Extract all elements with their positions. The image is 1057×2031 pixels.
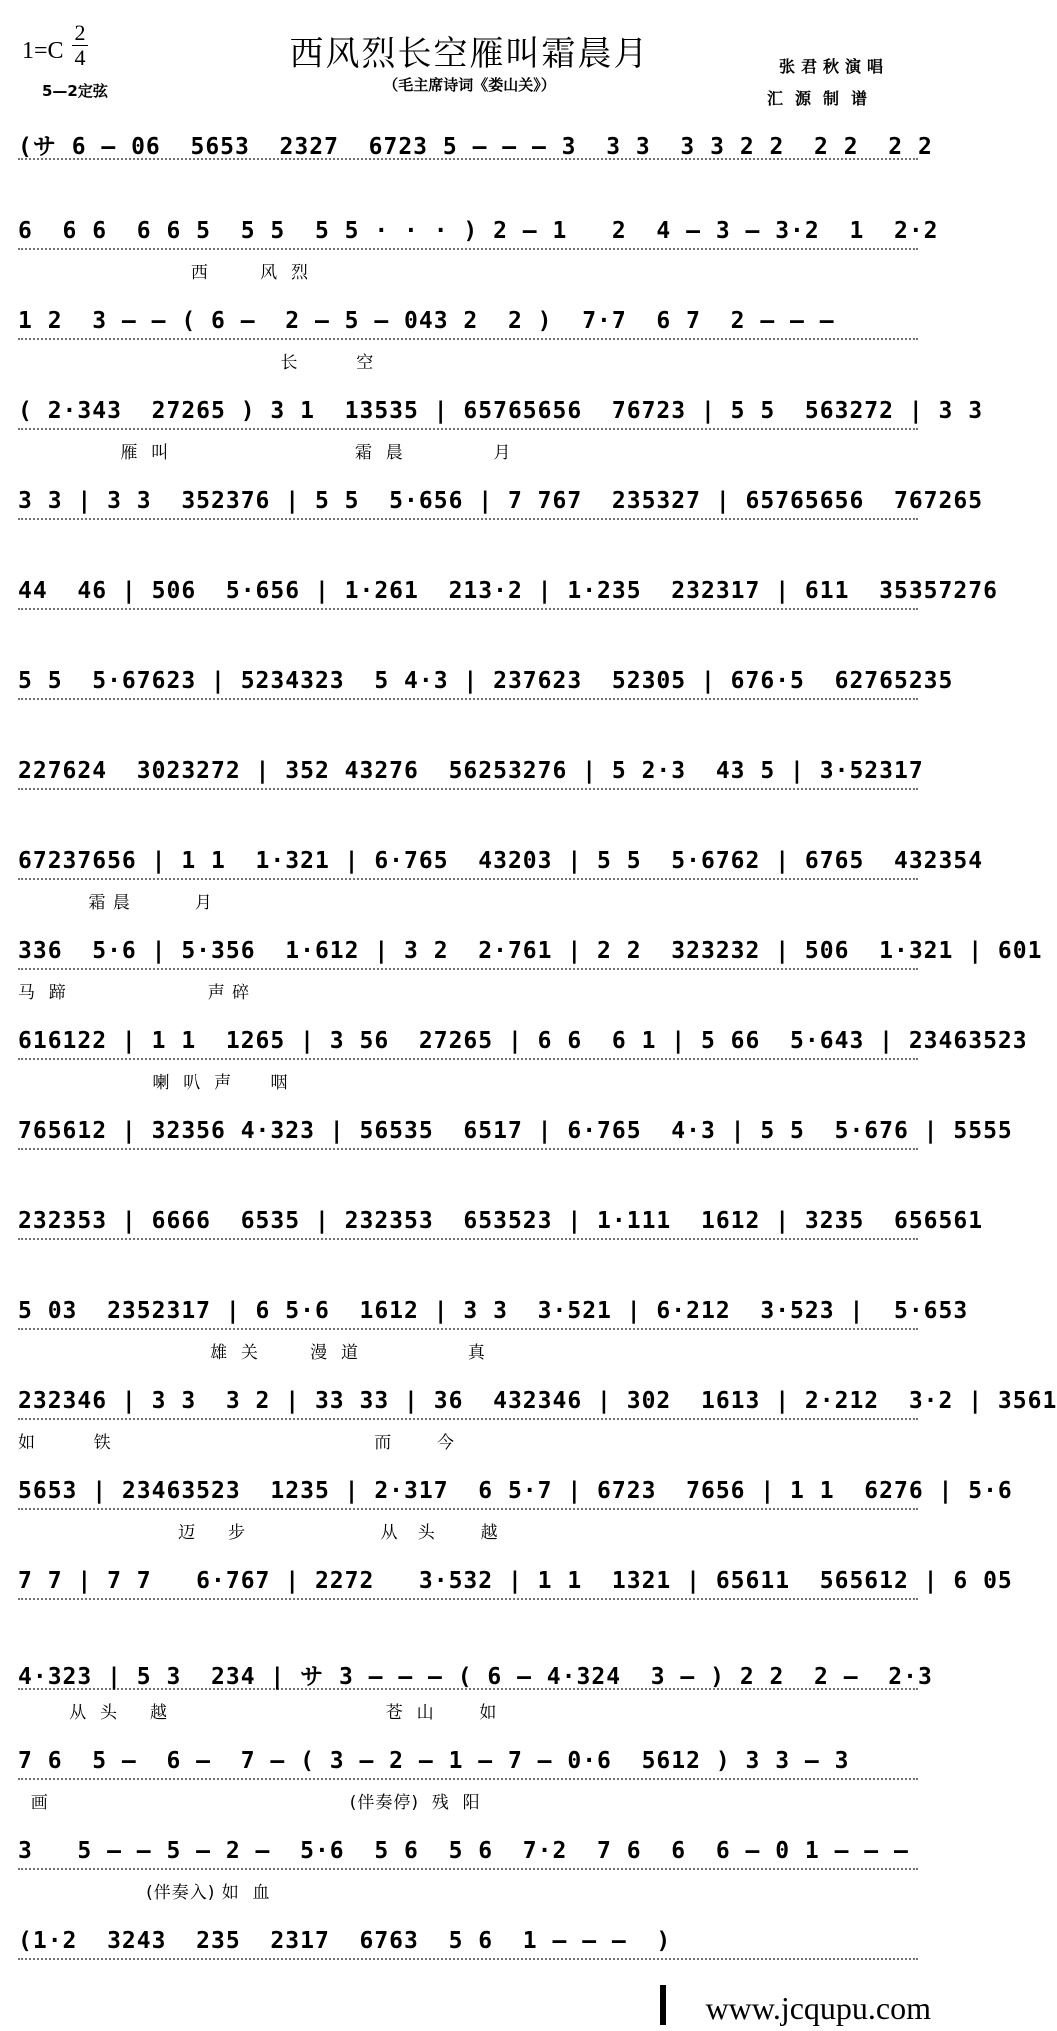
staff-row [18, 110, 933, 198]
notation-line: 5653 | 23463523 1235 | 2·317 6 5·7 | 6723 7656 | 1 1 6276 | 5·6 [18, 1478, 1013, 1504]
beam-line [18, 788, 918, 791]
lyrics-line: 喇 叭 声 咽 [18, 1073, 289, 1093]
beam-line [18, 428, 918, 431]
beam-line [18, 1328, 918, 1331]
notation-line: 7 7 | 7 7 6·767 | 2272 3·532 | 1 1 1321 | 65611 565612 | 6 05 [18, 1568, 1013, 1594]
lyrics-line [18, 1248, 918, 1272]
staff-row [18, 1820, 918, 1908]
lyrics-line: 如 铁 而 今 [18, 1433, 456, 1453]
notation-line: ( 2·343 27265 ) 3 1 13535 | 65765656 76723 | 5 5 563272 | 3 3 [18, 398, 984, 424]
beam-line [18, 878, 918, 881]
notation-line: 336 5·6 | 5·356 1·612 | 3 2 2·761 | 2 2 323232 | 506 1·321 | 601 [18, 938, 1043, 964]
tuning-note: 5—2定弦 [42, 82, 108, 100]
notation-line: 6 6 6 6 6 5 5 5 5 5 · · · ) 2 – 1 2 4 – 3 – 3·2 1 2·2 [18, 218, 939, 244]
lyrics-line: 雄 关 漫 道 真 [18, 1343, 486, 1363]
staff-row [18, 920, 1043, 1008]
beam-line [18, 1418, 918, 1421]
staff-row [18, 200, 939, 288]
staff-row [18, 1280, 969, 1368]
lyrics-line [18, 1158, 918, 1182]
beam-line [18, 1598, 918, 1601]
beam-line [18, 1148, 918, 1151]
lyrics-line [18, 1968, 918, 1992]
staff-row [18, 470, 984, 558]
beam-line [18, 608, 918, 611]
lyrics-line: (伴奏入) 如 血 [18, 1883, 271, 1903]
notation-line: 616122 | 1 1 1265 | 3 56 27265 | 6 6 6 1 | 5 66 5·643 | 23463523 [18, 1028, 1028, 1054]
notation-line: 227624 3023272 | 352 43276 56253276 | 5 2·3 43 5 | 3·52317 [18, 758, 924, 784]
staff-row [18, 740, 924, 828]
notation-line: 3 5 – – 5 – 2 – 5·6 5 6 5 6 7·2 7 6 6 6 – 0 1 – – – [18, 1838, 909, 1864]
lyrics-line [18, 1608, 918, 1632]
lyrics-line [18, 528, 918, 552]
notation-line: 5 03 2352317 | 6 5·6 1612 | 3 3 3·521 | 6·212 3·523 | 5·653 [18, 1298, 969, 1324]
staff-row [18, 830, 984, 918]
lyrics-line: 长 空 [18, 353, 375, 373]
beam-line [18, 1508, 918, 1511]
beam-line [18, 1058, 918, 1061]
staff-row [18, 380, 984, 468]
staff-row [18, 1370, 1057, 1458]
notation-line: 67237656 | 1 1 1·321 | 6·765 43203 | 5 5 5·6762 | 6765 432354 [18, 848, 984, 874]
notation-line: 232353 | 6666 6535 | 232353 653523 | 1·111 1612 | 3235 656561 [18, 1208, 984, 1234]
beam-line [18, 698, 918, 701]
staff-row [18, 1460, 1013, 1548]
staff-row [18, 1100, 1013, 1188]
arranger-credit: 汇源制谱 [766, 89, 879, 108]
beam-line [18, 338, 918, 341]
staff-row [18, 1910, 918, 1998]
lyrics-line: 西 风 烈 [18, 263, 309, 283]
page-subtitle: （毛主席诗词《娄山关》） [383, 76, 556, 94]
notation-line: (サ 6 – 06 5653 2327 6723 5 – – – 3 3 3 3 3 2 2 2 2 2 2 [18, 134, 933, 160]
lyrics-line: 霜 晨 月 [18, 893, 213, 913]
notation-line: (1·2 3243 235 2317 6763 5 6 1 – – – ) [18, 1928, 672, 1954]
lyrics-line: 马 蹄 声 碎 [18, 983, 251, 1003]
beam-line [18, 1958, 918, 1961]
page-title: 西风烈长空雁叫霜晨月 [289, 34, 650, 74]
meter-bottom: 4 [74, 45, 86, 70]
lyrics-line: 雁 叫 霜 晨 月 [18, 443, 512, 463]
beam-line [18, 518, 918, 521]
score-header [0, 0, 939, 110]
lyrics-line [18, 168, 918, 192]
staff-row [18, 560, 998, 648]
beam-line [18, 968, 918, 971]
watermark-text: www.jcqupu.com [705, 1990, 931, 2026]
beam-line [18, 248, 918, 251]
staff-row [18, 1010, 1028, 1098]
lyrics-line [18, 798, 918, 822]
performer-credit: 张君秋演唱 [778, 57, 889, 76]
notation-line: 3 3 | 3 3 352376 | 5 5 5·656 | 7 767 235327 | 65765656 767265 [18, 488, 984, 514]
staff-row [18, 1730, 918, 1818]
staff-row [18, 650, 954, 738]
beam-line [18, 1778, 918, 1781]
beam-line [18, 1238, 918, 1241]
lyrics-line: 迈 步 从 头 越 [18, 1523, 499, 1543]
staff-row [18, 1640, 933, 1728]
notation-line: 5 5 5·67623 | 5234323 5 4·3 | 237623 52305 | 676·5 62765235 [18, 668, 954, 694]
lyrics-line [18, 708, 918, 732]
staff-row [18, 1550, 1013, 1638]
lyrics-line: 画 (伴奏停) 残 阳 [18, 1793, 481, 1813]
notation-line: 1 2 3 – – ( 6 – 2 – 5 – 043 2 2 ) 7·7 6 7 2 – – – [18, 308, 835, 334]
beam-line [18, 1868, 918, 1871]
staff-row [18, 1190, 984, 1278]
beam-line [18, 1688, 918, 1691]
key-signature: 1=C [22, 38, 64, 64]
lyrics-line [18, 618, 918, 642]
notation-line: 4·323 | 5 3 234 | サ 3 – – – ( 6 – 4·324 3 – ) 2 2 2 – 2·3 [18, 1664, 933, 1690]
notation-line: 44 46 | 506 5·656 | 1·261 213·2 | 1·235 232317 | 611 35357276 [18, 578, 998, 604]
notation-line: 7 6 5 – 6 – 7 – ( 3 – 2 – 1 – 7 – 0·6 5612 ) 3 3 – 3 [18, 1748, 850, 1774]
meter-top: 2 [74, 20, 86, 45]
beam-line [18, 158, 918, 161]
final-barline [660, 1985, 666, 2025]
notation-line: 765612 | 32356 4·323 | 56535 6517 | 6·765 4·3 | 5 5 5·676 | 5555 [18, 1118, 1013, 1144]
staff-row [18, 290, 918, 378]
lyrics-line: 从 头 越 苍 山 如 [18, 1703, 498, 1723]
notation-line: 232346 | 3 3 3 2 | 33 33 | 36 432346 | 302 1613 | 2·212 3·2 | 3561 [18, 1388, 1057, 1414]
